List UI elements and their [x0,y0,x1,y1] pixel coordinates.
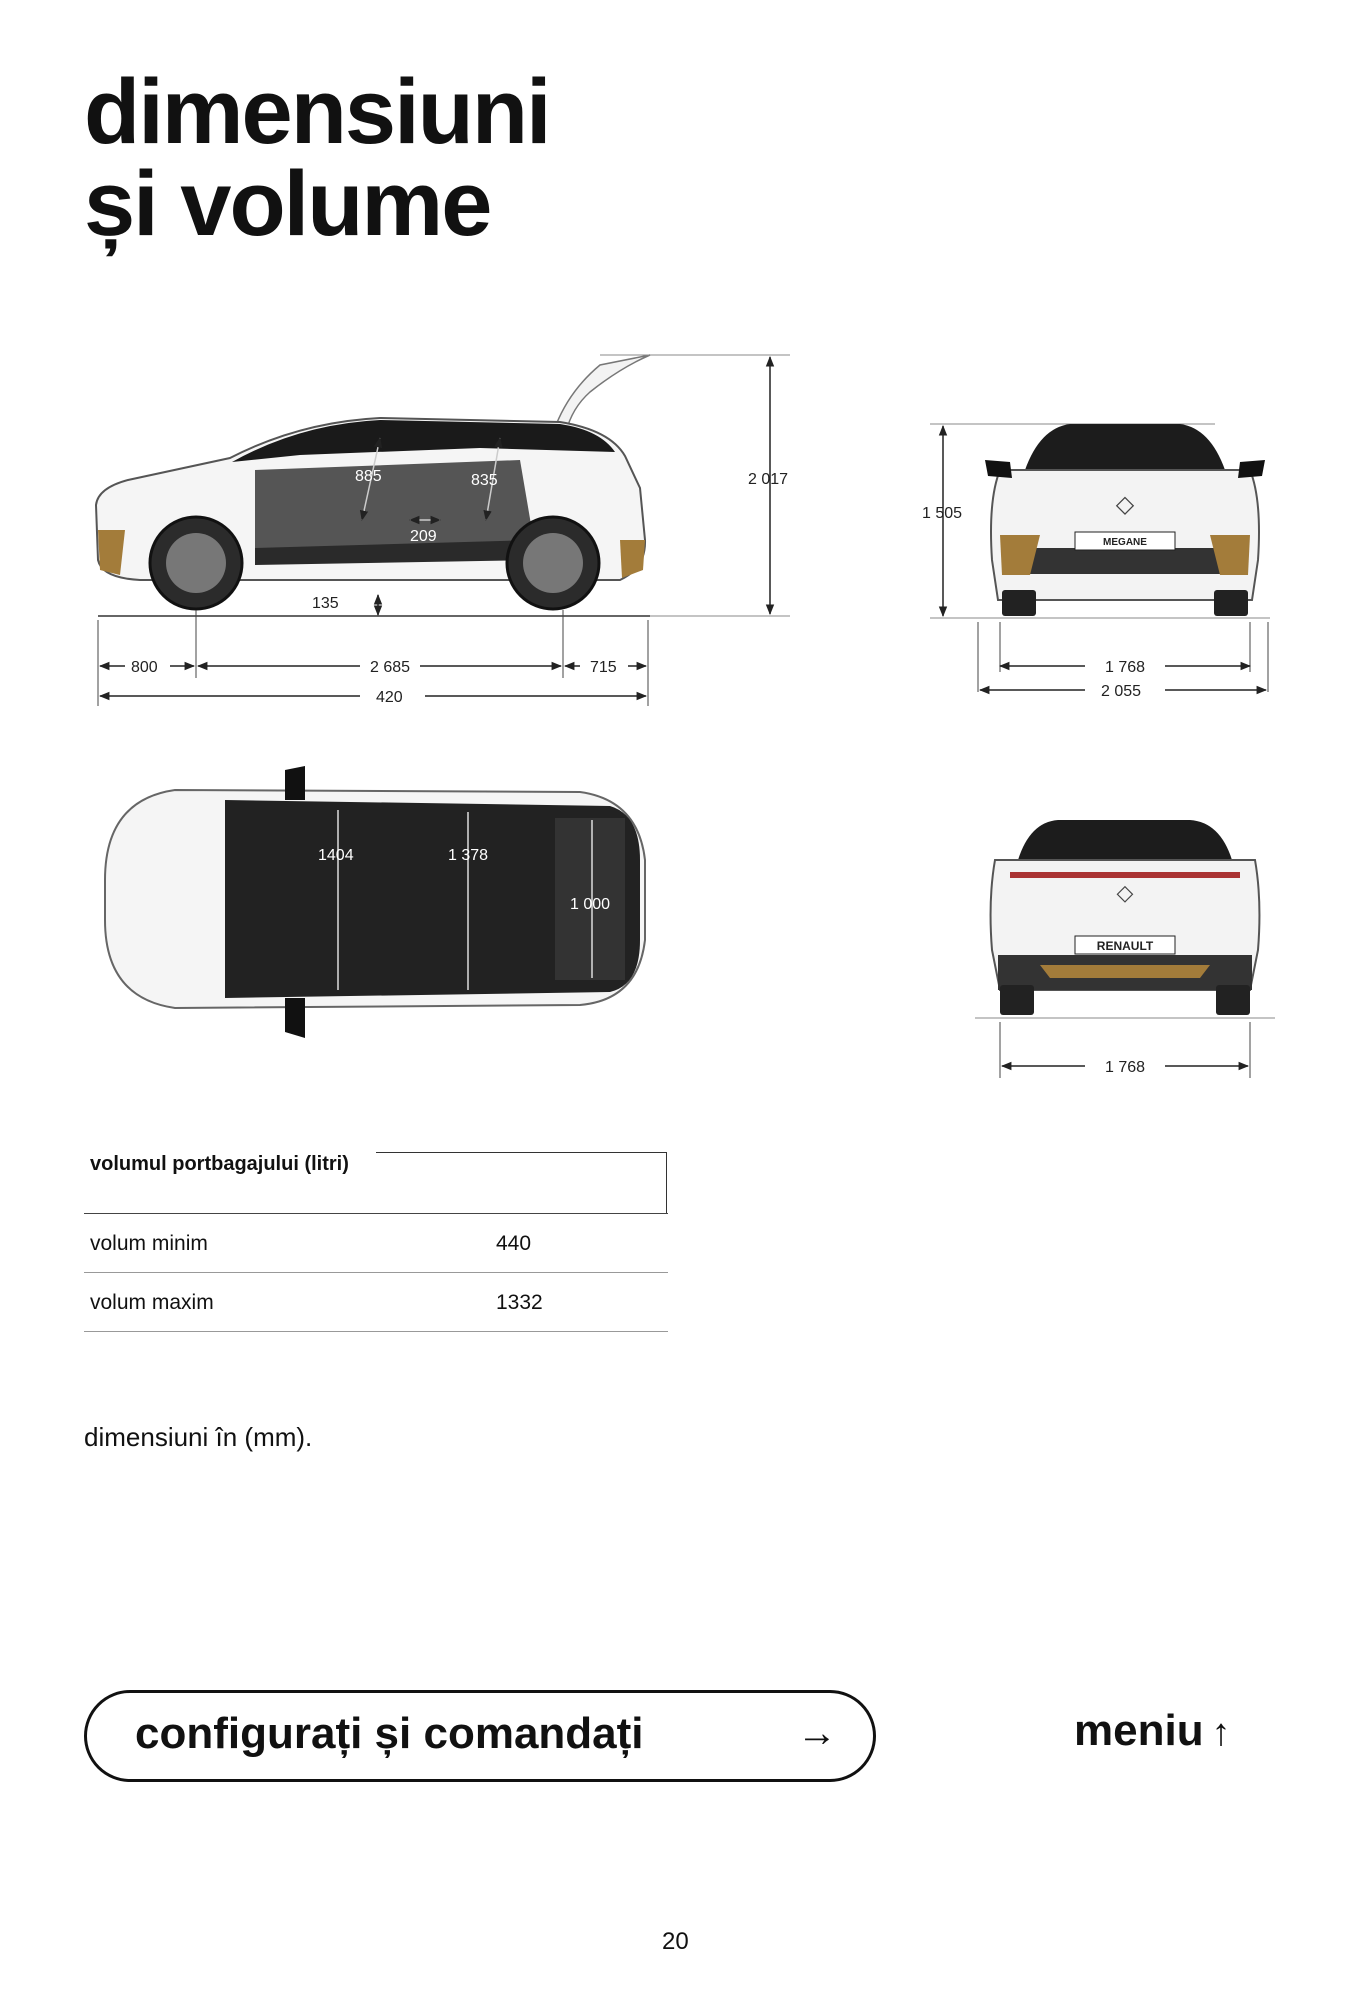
dim-front-height: 1 505 [922,505,963,522]
dim-knee-room: 209 [410,528,437,545]
configure-order-button[interactable] [84,1690,876,1782]
renault-logo-rear: ◇ [1116,881,1134,906]
dim-wheelbase: 2 685 [370,659,411,676]
dim-headroom-rear: 835 [471,472,498,489]
table-header-box [376,1152,667,1213]
rear-bumper-accent [620,540,645,578]
dim-headroom-front: 885 [355,468,382,485]
table-row [84,1214,668,1273]
dim-rear-overhang: 715 [590,659,617,676]
table-row-label: volum maxim [90,1291,214,1314]
table-row-label: volum minim [90,1232,208,1255]
page-title-line1: dimensiuni [84,61,550,163]
rear-wheel-rim [523,533,583,593]
dim-front-elbow-width: 1404 [318,847,354,864]
table-row-value: 440 [496,1232,532,1255]
front-wheel-left [1002,590,1036,616]
top-mirror-right [285,998,305,1038]
top-mirror-left [285,766,305,800]
front-mirror-left [985,460,1012,478]
rear-view-diagram [970,800,1280,1080]
front-mirror-right [1238,460,1265,478]
top-view-diagram [90,755,660,1050]
renault-logo-front: ◇ [1115,490,1135,518]
front-wheel-rim [166,533,226,593]
front-windshield [1025,424,1225,470]
dim-front-overhang: 800 [131,659,158,676]
table-header [84,1148,668,1214]
rear-plate-text: RENAULT [1096,939,1154,953]
dim-ground-clearance: 135 [312,595,339,612]
menu-label: meniu [1074,1706,1204,1755]
dim-width-mirrors: 2 055 [1101,683,1142,700]
front-plate-text: MEGANE [1103,537,1147,548]
menu-link[interactable] [1074,1706,1231,1756]
side-view-diagram [0,340,800,720]
front-view-diagram [900,400,1300,710]
open-tailgate [556,355,650,432]
dim-height-open: 2 017 [748,471,789,488]
dim-overall-length: 420 [376,689,403,706]
rear-window [1018,820,1232,860]
dim-rear-width: 1 768 [1105,1059,1146,1076]
configure-order-label: configurați și comandați [135,1709,644,1758]
rear-wheel-right [1216,985,1250,1015]
front-grille [1030,548,1220,574]
page-title-line2: și volume [84,153,491,255]
page-title [84,61,550,255]
arrow-right-icon: → [797,1711,837,1755]
table-row-value: 1332 [496,1291,543,1314]
dimensions-note: dimensiuni în (mm). [84,1422,313,1452]
rear-wheel-left [1000,985,1034,1015]
rear-accent [1040,965,1210,978]
dim-trunk-width: 1 000 [570,896,611,913]
dim-front-width: 1 768 [1105,659,1146,676]
dim-rear-elbow-width: 1 378 [448,847,489,864]
trunk-volume-table [84,1148,668,1332]
table-header-label: volumul portbagajului (litri) [90,1153,349,1175]
front-wheel-right [1214,590,1248,616]
page-number: 20 [662,1928,689,1955]
table-row [84,1273,668,1332]
rear-light-bar [1010,872,1240,878]
arrow-up-icon: ↑ [1211,1712,1231,1754]
